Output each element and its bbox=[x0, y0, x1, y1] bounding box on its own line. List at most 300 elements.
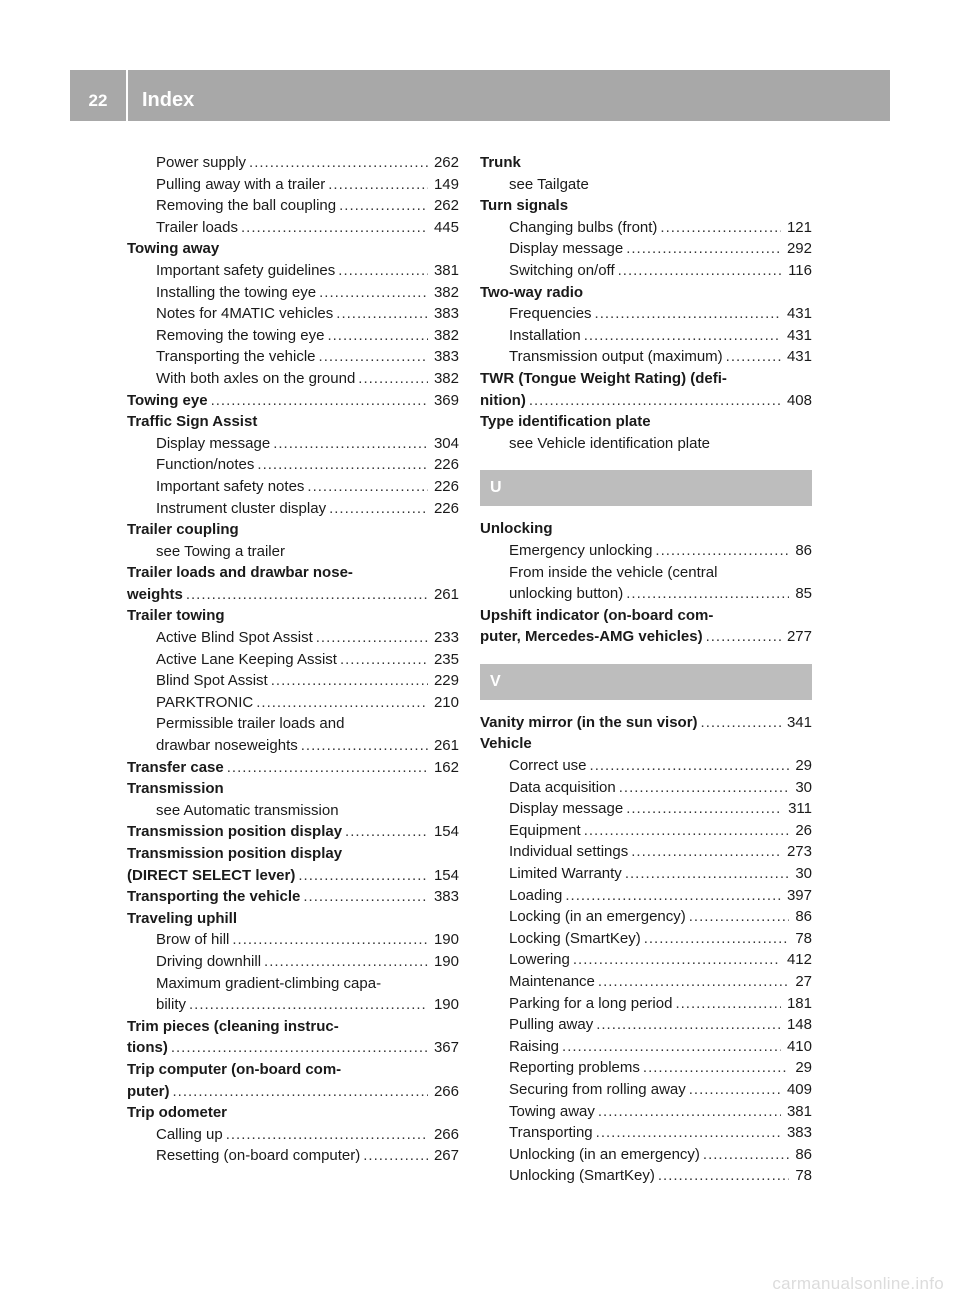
index-subentry bbox=[480, 1101, 812, 1123]
entry-text: weights bbox=[127, 585, 183, 603]
entry-text: Notes for 4MATIC vehicles bbox=[156, 305, 334, 323]
page-reference[interactable]: 78 bbox=[795, 1167, 812, 1185]
page-reference[interactable]: 229 bbox=[433, 672, 459, 690]
section-spacer bbox=[480, 454, 812, 470]
index-entry bbox=[127, 1102, 459, 1124]
entry-text: Trunk bbox=[480, 154, 521, 171]
index-subentry bbox=[127, 433, 459, 455]
entry-text: unlocking button) bbox=[509, 585, 624, 603]
index-subentry bbox=[127, 800, 459, 822]
index-subentry bbox=[480, 1144, 812, 1166]
index-subentry bbox=[127, 498, 459, 520]
index-entry bbox=[127, 821, 459, 843]
page-reference[interactable]: 410 bbox=[786, 1037, 812, 1055]
page-reference[interactable]: 233 bbox=[433, 629, 459, 647]
index-subentry bbox=[480, 928, 812, 950]
index-subentry bbox=[480, 540, 812, 562]
dot-leader bbox=[227, 757, 428, 779]
index-entry bbox=[127, 865, 459, 887]
entry-text: Function/notes bbox=[156, 456, 255, 474]
entry-text: From inside the vehicle (central bbox=[509, 563, 718, 581]
index-subentry bbox=[127, 174, 459, 196]
entry-text: Trip computer (on-board com- bbox=[127, 1060, 342, 1078]
index-subentry bbox=[480, 1122, 812, 1144]
index-subentry bbox=[127, 1124, 459, 1146]
dot-leader bbox=[625, 863, 790, 885]
entry-text: Maintenance bbox=[509, 973, 595, 990]
dot-leader bbox=[232, 929, 428, 951]
entry-text: Power supply bbox=[156, 154, 247, 171]
entry-text: Towing eye bbox=[127, 391, 208, 409]
dot-leader bbox=[329, 498, 428, 520]
dot-leader bbox=[584, 325, 781, 347]
page-reference[interactable]: 29 bbox=[795, 1059, 812, 1077]
index-entry bbox=[127, 757, 459, 779]
index-entry bbox=[127, 778, 459, 800]
entry-text: Display message bbox=[509, 240, 624, 258]
entry-text: Transporting the vehicle bbox=[156, 348, 316, 366]
entry-text: drawbar noseweights bbox=[156, 737, 298, 755]
page-reference[interactable]: 121 bbox=[786, 218, 812, 236]
page-reference[interactable]: 85 bbox=[795, 585, 812, 603]
index-subentry bbox=[127, 217, 459, 239]
index-subentry bbox=[127, 346, 459, 368]
index-entry bbox=[127, 238, 459, 260]
entry-text: Maximum gradient-climbing capa- bbox=[156, 974, 382, 992]
page-reference[interactable]: 382 bbox=[433, 283, 459, 301]
entry-text: see Tailgate bbox=[509, 175, 589, 193]
section-header: U bbox=[480, 470, 812, 506]
entry-text: Limited Warranty bbox=[509, 865, 622, 883]
entry-text: Transmission bbox=[127, 780, 224, 798]
page-reference[interactable]: 382 bbox=[433, 326, 459, 344]
dot-leader bbox=[529, 390, 781, 412]
dot-leader bbox=[173, 1081, 428, 1103]
index-subentry bbox=[480, 174, 812, 196]
dot-leader bbox=[573, 949, 781, 971]
index-subentry bbox=[480, 562, 812, 584]
entry-text: PARKTRONIC bbox=[156, 693, 254, 711]
page-reference[interactable]: 86 bbox=[795, 908, 812, 926]
page-reference[interactable]: 431 bbox=[786, 326, 812, 344]
index-entry bbox=[480, 368, 812, 390]
index-subentry bbox=[127, 627, 459, 649]
index-subentry bbox=[480, 777, 812, 799]
index-entry bbox=[127, 605, 459, 627]
index-entry bbox=[127, 562, 459, 584]
page-reference[interactable]: 190 bbox=[433, 996, 459, 1014]
entry-text: Trailer towing bbox=[127, 607, 225, 625]
section-header: V bbox=[480, 664, 812, 700]
dot-leader bbox=[303, 886, 428, 908]
page-reference[interactable]: 383 bbox=[433, 888, 459, 906]
index-subentry bbox=[127, 1145, 459, 1167]
index-entry bbox=[480, 605, 812, 627]
index-subentry bbox=[127, 929, 459, 951]
entry-text: Raising bbox=[509, 1037, 560, 1055]
entry-text: see Vehicle identification plate bbox=[509, 434, 710, 452]
entry-text: Removing the ball coupling bbox=[156, 197, 337, 215]
dot-leader bbox=[562, 1036, 781, 1058]
index-subentry bbox=[127, 951, 459, 973]
index-entry bbox=[480, 712, 812, 734]
dot-leader bbox=[319, 346, 428, 368]
dot-leader bbox=[249, 152, 428, 174]
header-divider bbox=[126, 70, 128, 121]
page-reference[interactable]: 261 bbox=[433, 737, 459, 755]
index-entry bbox=[480, 411, 812, 433]
dot-leader bbox=[338, 260, 428, 282]
entry-text: Driving downhill bbox=[156, 952, 262, 970]
dot-leader bbox=[590, 755, 790, 777]
page-header bbox=[70, 70, 890, 121]
page-reference[interactable]: 210 bbox=[433, 693, 459, 711]
dot-leader bbox=[675, 993, 781, 1015]
page-reference[interactable]: 266 bbox=[433, 1082, 459, 1100]
index-subentry bbox=[480, 433, 812, 455]
dot-leader bbox=[171, 1037, 428, 1059]
index-entry bbox=[480, 626, 812, 648]
entry-text: Lowering bbox=[509, 951, 570, 969]
dot-leader bbox=[273, 433, 428, 455]
entry-text: Display message bbox=[156, 434, 271, 452]
index-subentry bbox=[480, 1036, 812, 1058]
page-reference[interactable]: 262 bbox=[433, 154, 459, 171]
dot-leader bbox=[595, 303, 781, 325]
entry-text: Switching on/off bbox=[509, 261, 615, 279]
index-subentry bbox=[127, 476, 459, 498]
entry-text: Permissible trailer loads and bbox=[156, 715, 345, 733]
page-reference[interactable]: 292 bbox=[786, 240, 812, 258]
page-reference[interactable]: 226 bbox=[433, 499, 459, 517]
page-reference[interactable]: 78 bbox=[795, 929, 812, 947]
entry-text: Securing from rolling away bbox=[509, 1080, 686, 1098]
entry-text: Transmission output (maximum) bbox=[509, 348, 723, 366]
page-reference[interactable]: 382 bbox=[433, 369, 459, 387]
entry-text: Installing the towing eye bbox=[156, 283, 317, 301]
page-reference[interactable]: 381 bbox=[433, 261, 459, 279]
index-subentry bbox=[480, 325, 812, 347]
index-subentry bbox=[127, 692, 459, 714]
page-reference[interactable]: 181 bbox=[786, 994, 812, 1012]
page-reference[interactable]: 86 bbox=[795, 541, 812, 559]
index-entry bbox=[127, 1016, 459, 1038]
page-reference[interactable]: 369 bbox=[433, 391, 459, 409]
index-subentry bbox=[480, 217, 812, 239]
entry-text: see Towing a trailer bbox=[156, 542, 285, 560]
entry-text: Trailer loads and drawbar nose- bbox=[127, 564, 353, 582]
dot-leader bbox=[596, 1122, 781, 1144]
index-subentry bbox=[480, 841, 812, 863]
dot-leader bbox=[339, 195, 428, 217]
index-entry bbox=[480, 518, 812, 540]
page-reference[interactable]: 190 bbox=[433, 952, 459, 970]
index-subentry bbox=[127, 195, 459, 217]
page-reference[interactable]: 383 bbox=[786, 1124, 812, 1142]
page-reference[interactable]: 431 bbox=[786, 305, 812, 323]
dot-leader bbox=[618, 260, 782, 282]
dot-leader bbox=[241, 217, 428, 239]
index-subentry bbox=[127, 325, 459, 347]
entry-text: Vehicle bbox=[480, 735, 532, 753]
entry-text: Trailer loads bbox=[156, 218, 238, 236]
index-subentry bbox=[480, 1079, 812, 1101]
entry-text: bility bbox=[156, 996, 187, 1014]
dot-leader bbox=[596, 1014, 781, 1036]
page-reference[interactable]: 116 bbox=[788, 261, 812, 279]
dot-leader bbox=[301, 735, 428, 757]
entry-text: puter, Mercedes-AMG vehicles) bbox=[480, 628, 703, 646]
page-reference[interactable]: 149 bbox=[433, 175, 459, 193]
entry-text: Transporting bbox=[509, 1124, 593, 1142]
dot-leader bbox=[703, 1144, 789, 1166]
index-subentry bbox=[480, 993, 812, 1015]
dot-leader bbox=[298, 865, 428, 887]
index-entry bbox=[127, 1059, 459, 1081]
dot-leader bbox=[598, 971, 789, 993]
index-entry bbox=[480, 733, 812, 755]
index-subentry bbox=[127, 670, 459, 692]
entry-text: Locking (SmartKey) bbox=[509, 929, 641, 947]
index-subentry bbox=[480, 971, 812, 993]
index-subentry bbox=[127, 541, 459, 563]
index-subentry bbox=[480, 238, 812, 260]
watermark: carmanualsonline.info bbox=[772, 1274, 944, 1293]
index-entry bbox=[480, 282, 812, 304]
page-reference[interactable]: 86 bbox=[795, 1145, 812, 1163]
index-subentry bbox=[480, 885, 812, 907]
dot-leader bbox=[316, 627, 428, 649]
dot-leader bbox=[307, 476, 428, 498]
dot-leader bbox=[319, 282, 428, 304]
page-reference[interactable]: 311 bbox=[788, 800, 812, 818]
entry-text: Traveling uphill bbox=[127, 909, 238, 927]
entry-text: Brow of hill bbox=[156, 931, 230, 949]
entry-text: Locking (in an emergency) bbox=[509, 908, 686, 926]
dot-leader bbox=[726, 346, 781, 368]
entry-text: Calling up bbox=[156, 1125, 223, 1143]
entry-text: Instrument cluster display bbox=[156, 499, 327, 517]
page-reference[interactable]: 154 bbox=[433, 866, 459, 884]
page-reference[interactable]: 29 bbox=[795, 757, 812, 775]
page-reference[interactable]: 383 bbox=[433, 305, 459, 323]
dot-leader bbox=[643, 1057, 789, 1079]
page-reference[interactable]: 408 bbox=[786, 391, 812, 409]
page-reference[interactable]: 226 bbox=[433, 477, 459, 495]
page-reference[interactable]: 397 bbox=[786, 886, 812, 904]
entry-text: Upshift indicator (on-board com- bbox=[480, 606, 714, 624]
dot-leader bbox=[644, 928, 790, 950]
entry-text: puter) bbox=[127, 1082, 170, 1100]
index-entry bbox=[127, 390, 459, 412]
entry-text: Pulling away with a trailer bbox=[156, 175, 326, 193]
page-reference[interactable]: 431 bbox=[786, 348, 812, 366]
entry-text: Important safety notes bbox=[156, 477, 305, 495]
entry-text: Two-way radio bbox=[480, 283, 584, 301]
entry-text: Trailer coupling bbox=[127, 521, 239, 539]
dot-leader bbox=[706, 626, 781, 648]
entry-text: Active Blind Spot Assist bbox=[156, 629, 313, 647]
page-reference[interactable]: 26 bbox=[795, 821, 812, 839]
section-spacer bbox=[480, 700, 812, 712]
page-reference[interactable]: 409 bbox=[786, 1080, 812, 1098]
entry-text: Transmission position display bbox=[127, 823, 343, 841]
entry-text: see Automatic transmission bbox=[156, 801, 339, 819]
dot-leader bbox=[565, 885, 781, 907]
entry-text: TWR (Tongue Weight Rating) (defi- bbox=[480, 369, 727, 387]
index-subentry bbox=[480, 260, 812, 282]
dot-leader bbox=[256, 692, 428, 714]
page-reference[interactable]: 226 bbox=[433, 456, 459, 474]
index-subentry bbox=[480, 820, 812, 842]
dot-leader bbox=[345, 821, 428, 843]
entry-text: Vanity mirror (in the sun visor) bbox=[480, 713, 698, 731]
entry-text: Resetting (on-board computer) bbox=[156, 1147, 361, 1165]
entry-text: Correct use bbox=[509, 757, 587, 775]
entry-text: Equipment bbox=[509, 821, 581, 839]
entry-text: Changing bulbs (front) bbox=[509, 218, 658, 236]
page-reference[interactable]: 190 bbox=[433, 931, 459, 949]
page-reference[interactable]: 367 bbox=[433, 1039, 459, 1057]
entry-text: Pulling away bbox=[509, 1016, 594, 1034]
index-entry bbox=[127, 1037, 459, 1059]
entry-text: Transporting the vehicle bbox=[127, 888, 301, 906]
page-reference[interactable]: 154 bbox=[433, 823, 459, 841]
page-reference[interactable]: 304 bbox=[433, 434, 459, 452]
entry-text: Data acquisition bbox=[509, 778, 616, 796]
index-subentry bbox=[480, 1014, 812, 1036]
index-subentry bbox=[127, 282, 459, 304]
dot-leader bbox=[584, 820, 790, 842]
index-entry bbox=[480, 152, 812, 174]
page-reference[interactable]: 27 bbox=[795, 973, 812, 990]
index-entry bbox=[127, 908, 459, 930]
index-subentry bbox=[127, 152, 459, 174]
index-subentry bbox=[480, 863, 812, 885]
index-subentry bbox=[480, 1165, 812, 1187]
entry-text: Emergency unlocking bbox=[509, 541, 653, 559]
page-reference[interactable]: 30 bbox=[795, 865, 812, 883]
dot-leader bbox=[619, 777, 790, 799]
dot-leader bbox=[689, 906, 790, 928]
index-entry bbox=[127, 584, 459, 606]
page-reference[interactable]: 445 bbox=[433, 218, 459, 236]
index-entry bbox=[127, 843, 459, 865]
entry-text: Traffic Sign Assist bbox=[127, 413, 258, 431]
page-reference[interactable]: 381 bbox=[786, 1102, 812, 1120]
index-subentry bbox=[127, 368, 459, 390]
index-subentry bbox=[127, 713, 459, 735]
index-subentry bbox=[127, 735, 459, 757]
entry-text: Display message bbox=[509, 800, 624, 818]
dot-leader bbox=[660, 217, 781, 239]
page-reference[interactable]: 341 bbox=[786, 713, 812, 731]
dot-leader bbox=[598, 1101, 781, 1123]
entry-text: Trip odometer bbox=[127, 1104, 228, 1122]
dot-leader bbox=[358, 368, 428, 390]
entry-text: Unlocking (in an emergency) bbox=[509, 1145, 700, 1163]
page-reference[interactable]: 383 bbox=[433, 348, 459, 366]
entry-text: Reporting problems bbox=[509, 1059, 640, 1077]
index-entry bbox=[127, 1081, 459, 1103]
index-subentry bbox=[480, 1057, 812, 1079]
index-subentry bbox=[127, 649, 459, 671]
dot-leader bbox=[257, 454, 428, 476]
page-reference[interactable]: 30 bbox=[795, 778, 812, 796]
entry-text: Individual settings bbox=[509, 843, 629, 861]
entry-text: nition) bbox=[480, 391, 526, 409]
index-entry bbox=[127, 886, 459, 908]
dot-leader bbox=[340, 649, 428, 671]
dot-leader bbox=[631, 841, 781, 863]
page-reference[interactable]: 412 bbox=[786, 951, 812, 969]
dot-leader bbox=[626, 798, 782, 820]
section-spacer bbox=[480, 506, 812, 518]
dot-leader bbox=[701, 712, 781, 734]
index-subentry bbox=[480, 303, 812, 325]
entry-text: Loading bbox=[509, 886, 563, 904]
entry-text: Parking for a long period bbox=[509, 994, 673, 1012]
section-spacer bbox=[480, 648, 812, 664]
entry-text: Unlocking (SmartKey) bbox=[509, 1167, 655, 1185]
page-reference[interactable]: 261 bbox=[433, 585, 459, 603]
entry-text: Installation bbox=[509, 326, 581, 344]
dot-leader bbox=[264, 951, 428, 973]
index-entry bbox=[127, 411, 459, 433]
entry-text: Towing away bbox=[509, 1102, 595, 1120]
dot-leader bbox=[327, 325, 428, 347]
entry-text: Turn signals bbox=[480, 197, 569, 215]
dot-leader bbox=[328, 174, 428, 196]
page-reference[interactable]: 162 bbox=[433, 758, 459, 776]
index-column-right bbox=[480, 152, 812, 1187]
entry-text: Blind Spot Assist bbox=[156, 672, 268, 690]
page-reference[interactable]: 266 bbox=[433, 1125, 459, 1143]
index-subentry bbox=[127, 260, 459, 282]
index-column-left bbox=[127, 152, 459, 1167]
index-subentry bbox=[127, 994, 459, 1016]
page-reference[interactable]: 148 bbox=[786, 1016, 812, 1034]
page-reference[interactable]: 273 bbox=[786, 843, 812, 861]
entry-text: Towing away bbox=[127, 240, 220, 258]
dot-leader bbox=[186, 584, 428, 606]
entry-text: Frequencies bbox=[509, 305, 592, 323]
dot-leader bbox=[626, 583, 789, 605]
entry-text: Trim pieces (cleaning instruc- bbox=[127, 1017, 339, 1035]
index-subentry bbox=[480, 346, 812, 368]
index-entry bbox=[480, 390, 812, 412]
page-reference[interactable]: 277 bbox=[786, 628, 812, 646]
page-reference[interactable]: 262 bbox=[433, 197, 459, 215]
entry-text: Transmission position display bbox=[127, 845, 343, 862]
page-reference[interactable]: 267 bbox=[433, 1147, 459, 1165]
index-entry bbox=[127, 519, 459, 541]
index-subentry bbox=[480, 949, 812, 971]
dot-leader bbox=[226, 1124, 428, 1146]
page-title: Index bbox=[142, 89, 195, 111]
dot-leader bbox=[363, 1145, 428, 1167]
index-subentry bbox=[127, 454, 459, 476]
page-reference[interactable]: 235 bbox=[433, 650, 459, 668]
dot-leader bbox=[626, 238, 781, 260]
dot-leader bbox=[189, 994, 428, 1016]
dot-leader bbox=[655, 540, 789, 562]
entry-text: Important safety guidelines bbox=[156, 261, 336, 279]
entry-text: Active Lane Keeping Assist bbox=[156, 650, 337, 668]
index-entry bbox=[480, 195, 812, 217]
entry-text: Transfer case bbox=[127, 758, 224, 776]
index-subentry bbox=[480, 906, 812, 928]
